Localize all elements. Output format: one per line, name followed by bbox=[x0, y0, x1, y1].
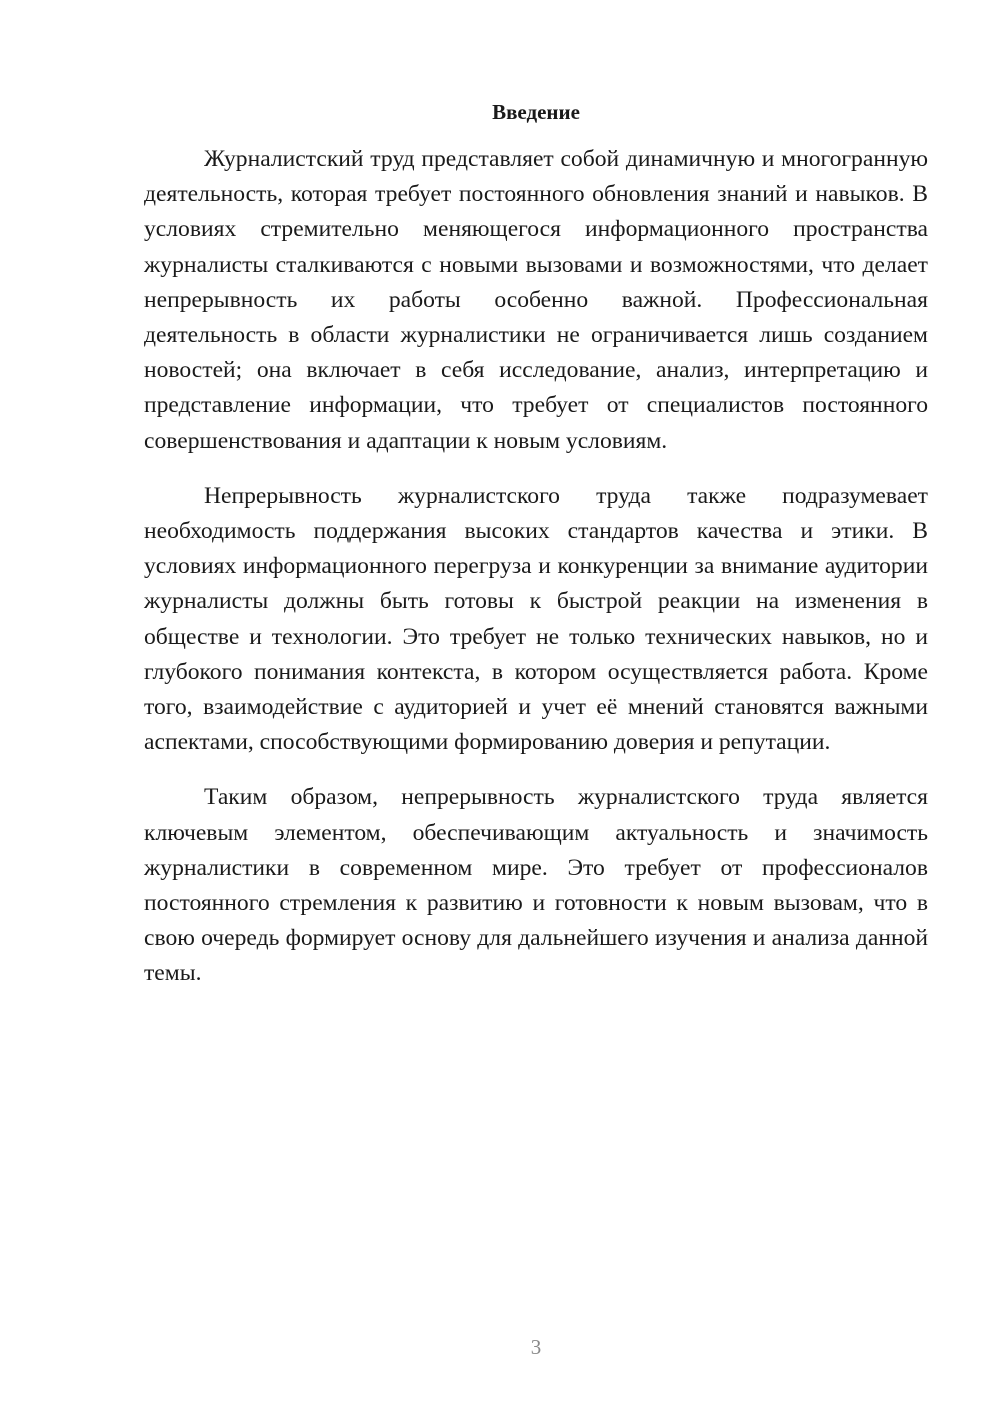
section-title: Введение bbox=[492, 100, 580, 124]
body-text bbox=[144, 142, 928, 1012]
page-number: 3 bbox=[530, 1335, 542, 1359]
paragraph-1: Журналистский труд представляет собой динамичную и многогранную деятельность, которая требует постоянного обновления знаний и навыков. В условиях стремительно меняющегося информационного пространства журналисты сталкиваются с новыми вызовами и возможностями, что делает непрерывность их работы особенно важной. Профессиональная деятельность в области журналистики не ограничивается лишь созданием новостей; она включает в себя исследование, анализ, интерпретацию и представление информации, что требует от специалистов постоянного совершенствования и адаптации к новым условиям. bbox=[144, 146, 928, 454]
paragraph-2: Непрерывность журналистского труда также подразумевает необходимость поддержания высоких стандартов качества и этики. В условиях информационного перегруза и конкуренции за внимание аудитории журналисты должны быть готовы к быстрой реакции на изменения в обществе и технологии. Это требует не только технических навыков, но и глубокого понимания контекста, в котором осуществляется работа. Кроме того, взаимодействие с аудиторией и учет её мнений становятся важными аспектами, способствующими формированию доверия и репутации. bbox=[144, 482, 928, 756]
paragraph-3: Таким образом, непрерывность журналистского труда является ключевым элементом, обеспечивающим актуальность и значимость журналистики в современном мире. Это требует от профессионалов постоянного стремления к развитию и готовности к новым вызовам, что в свою очередь формирует основу для дальнейшего изучения и анализа данной темы. bbox=[144, 784, 928, 987]
